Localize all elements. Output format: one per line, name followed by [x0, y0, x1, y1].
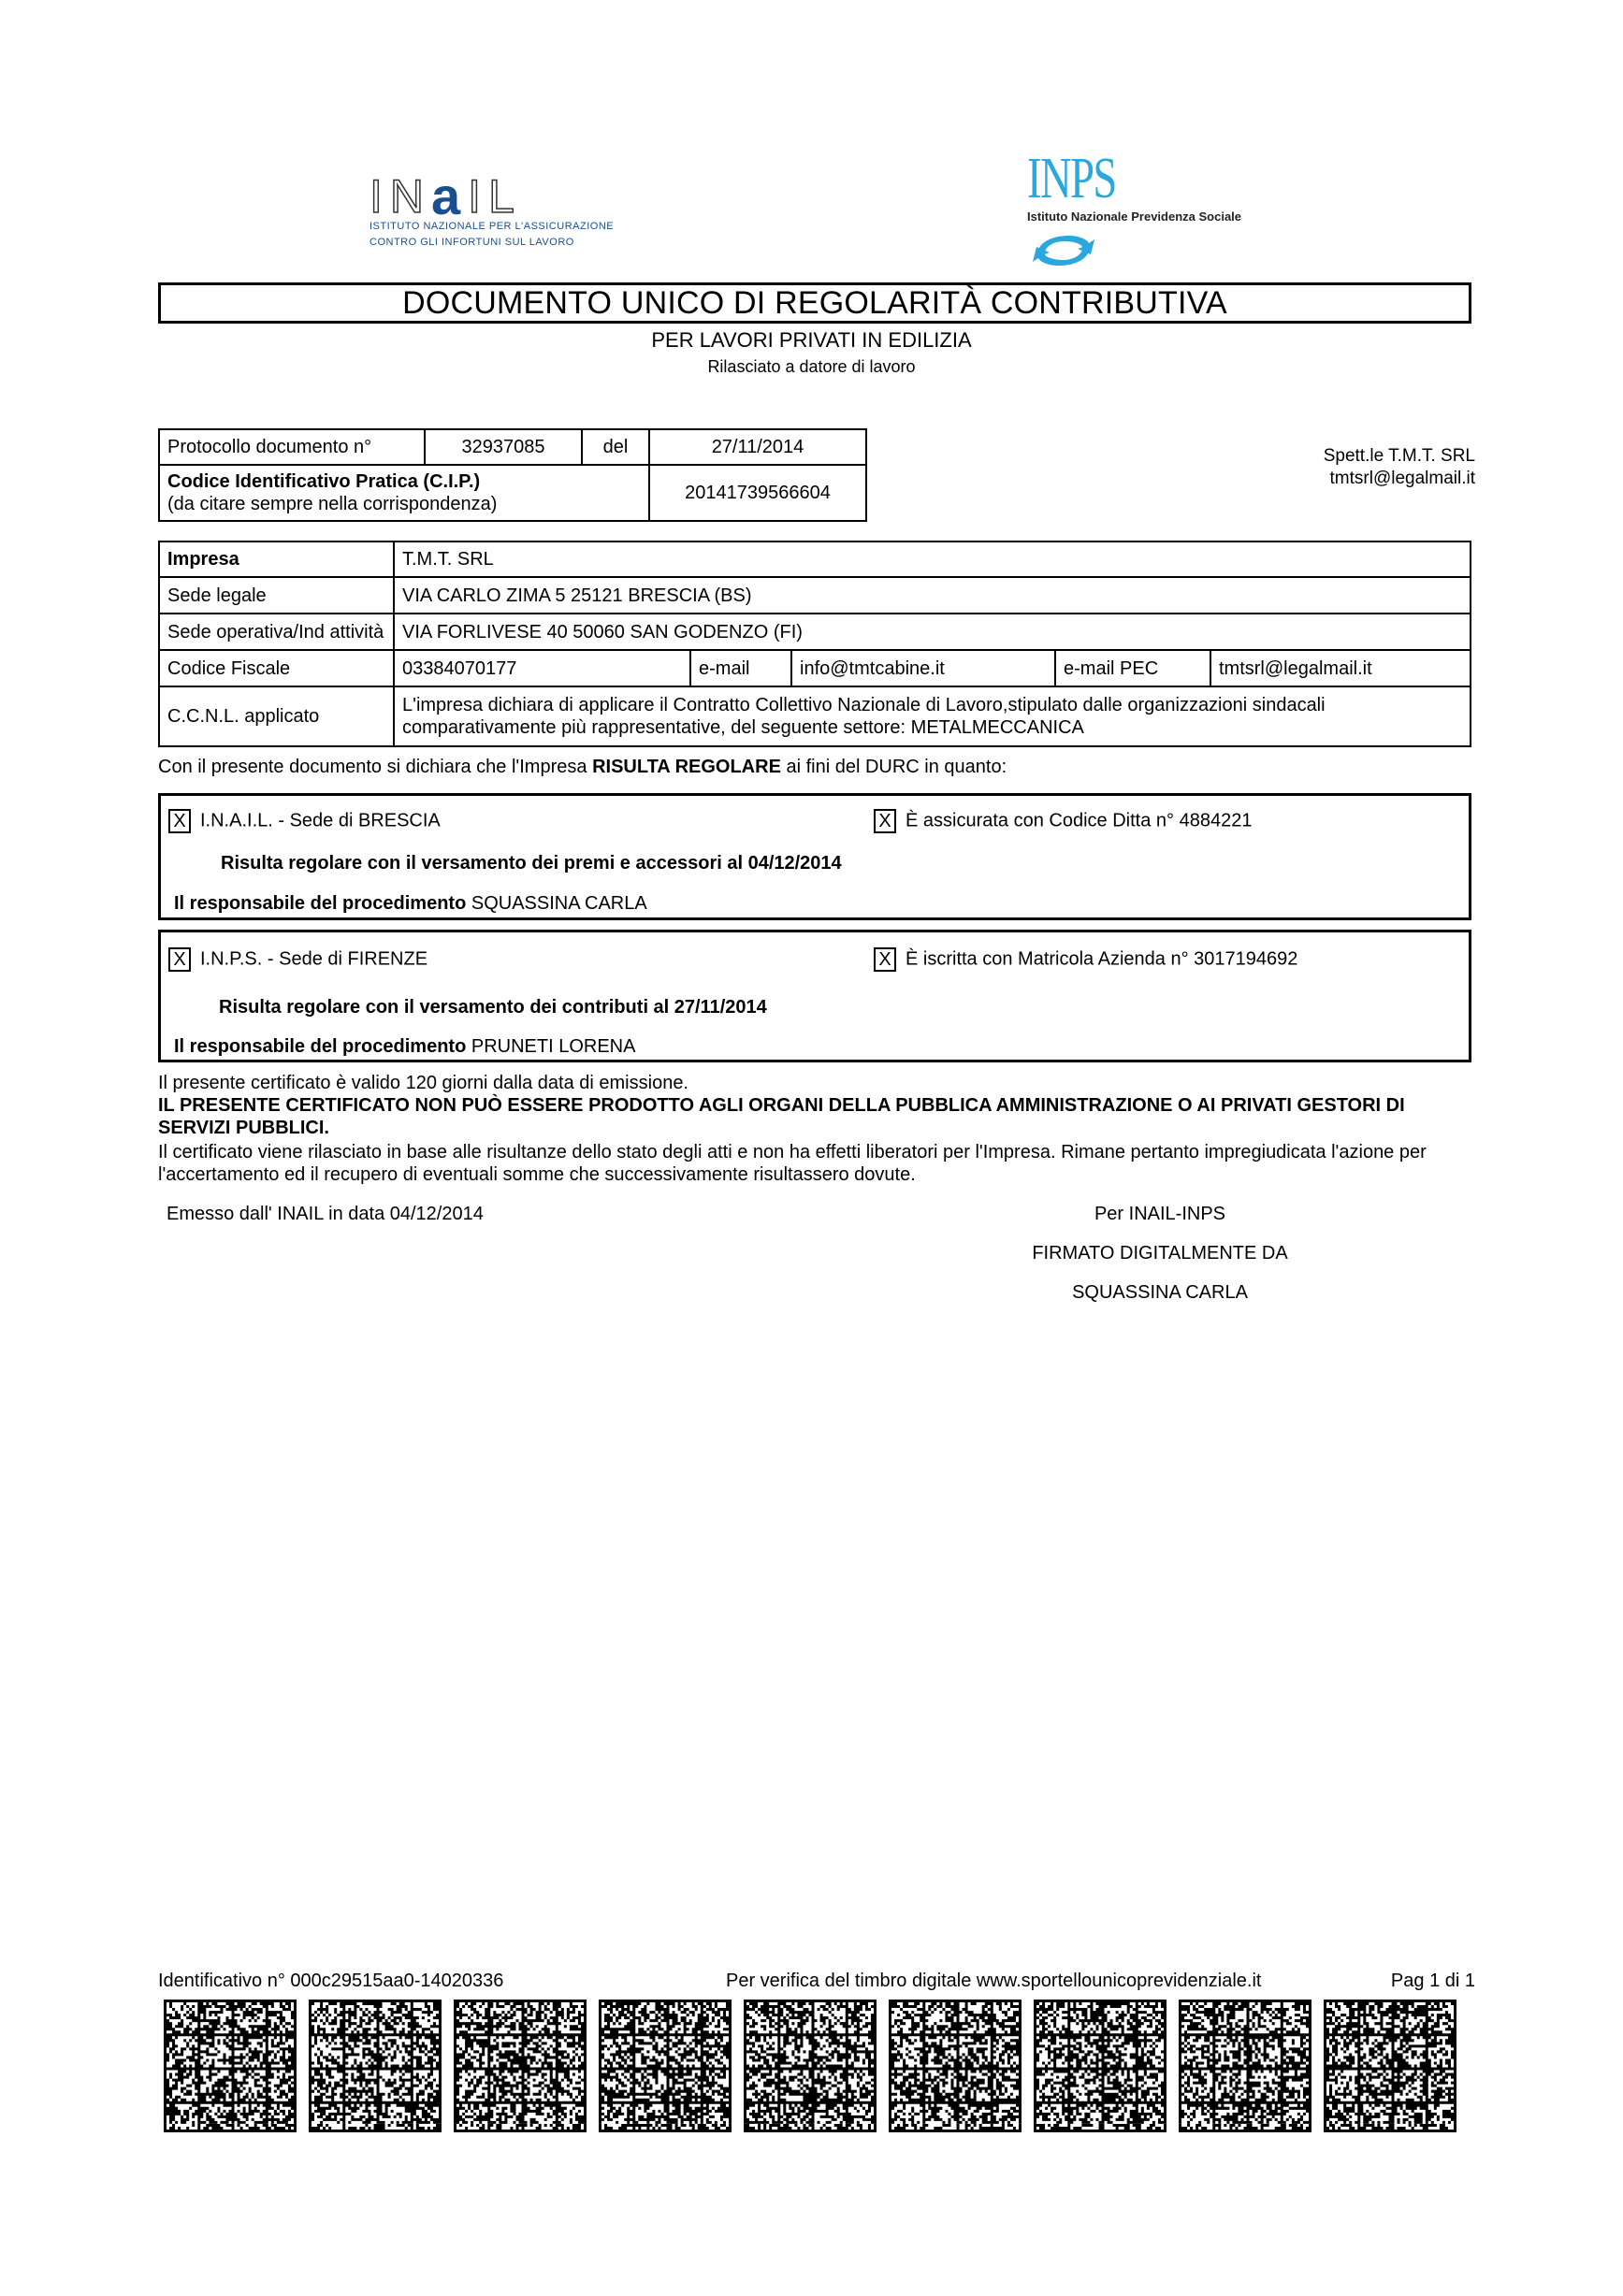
protocol-number: 32937085: [425, 429, 582, 465]
fiscal-code-label: Codice Fiscale: [159, 650, 394, 686]
ccnl-text-line2: comparativamente più rappresentative, del seguente settore: METALMECCANICA: [402, 717, 1084, 738]
barcode-block: [1324, 2000, 1456, 2132]
declaration: [158, 756, 1007, 778]
inail-logo: [370, 166, 622, 253]
recipient-email: tmtsrl@legalmail.it: [1329, 469, 1475, 488]
cip-note: (da citare sempre nella corrispondenza): [167, 494, 498, 514]
inps-checkbox[interactable]: X: [168, 947, 191, 972]
barcode-block: [309, 2000, 442, 2132]
inps-logo: [1027, 147, 1270, 281]
document-title-box: [158, 282, 1471, 324]
inail-subtitle-line1: ISTITUTO NAZIONALE PER L'ASSICURAZIONE: [370, 221, 615, 232]
inail-result: Risulta regolare con il versamento dei premi e accessori al 04/12/2014: [221, 853, 842, 874]
document-subtitle: PER LAVORI PRIVATI IN EDILIZIA: [651, 328, 972, 352]
inail-responsible: [174, 892, 647, 915]
cip-label: Codice Identificativo Pratica (C.I.P.): [167, 471, 481, 492]
cip-value: 20141739566604: [649, 465, 866, 521]
inps-code-checkbox[interactable]: X: [874, 947, 896, 972]
protocol-table: [158, 428, 867, 522]
email-value[interactable]: info@tmtcabine.it: [791, 650, 1055, 686]
protocol-date: 27/11/2014: [649, 429, 866, 465]
inps-result: Risulta regolare con il versamento dei contributi al 27/11/2014: [219, 997, 767, 1018]
declaration-suffix: ai fini del DURC in quanto:: [780, 757, 1007, 777]
company-row: [159, 542, 1471, 577]
recipient-name: Spett.le T.M.T. SRL: [1323, 446, 1475, 466]
email-label: e-mail: [690, 650, 791, 686]
barcode-block: [454, 2000, 587, 2132]
operational-address-label: Sede operativa/Ind attività: [159, 614, 394, 650]
inps-code-text: È iscritta con Matricola Azienda n° 3017194692: [906, 948, 1298, 970]
company-row: [159, 577, 1471, 614]
inps-office: [168, 947, 427, 972]
barcode-block: [889, 2000, 1022, 2132]
legal-address-label: Sede legale: [159, 577, 394, 614]
inail-subtitle-line2: CONTRO GLI INFORTUNI SUL LAVORO: [370, 237, 574, 248]
company-row: [159, 686, 1471, 746]
disclaimer-line2: l'accertamento ed il recupero di eventuali somme che successivamente risultassero dovute.: [158, 1164, 916, 1185]
inail-code-text: È assicurata con Codice Ditta n° 4884221: [906, 810, 1253, 831]
barcode-block: [599, 2000, 732, 2132]
inps-code: [874, 947, 1297, 972]
inail-office-text: I.N.A.I.L. - Sede di BRESCIA: [200, 810, 441, 831]
inps-responsible: [174, 1035, 635, 1058]
digital-stamp-barcodes: [164, 2000, 1464, 2132]
signature-for: Per INAIL-INPS: [1094, 1204, 1226, 1224]
ccnl-label: C.C.N.L. applicato: [159, 686, 394, 746]
inail-responsible-label: Il responsabile del procedimento: [174, 893, 467, 914]
company-label: Impresa: [159, 542, 394, 577]
issued-to: Rilasciato a datore di lavoro: [707, 357, 916, 376]
declaration-prefix: Con il presente documento si dichiara che l'Impresa: [158, 757, 593, 777]
barcode-block: [1179, 2000, 1311, 2132]
signature-signer: SQUASSINA CARLA: [1072, 1282, 1248, 1303]
barcode-block: [744, 2000, 877, 2132]
barcode-block: [1034, 2000, 1167, 2132]
barcode-block: [164, 2000, 297, 2132]
footer-identifier: Identificativo n° 000c29515aa0-14020336: [158, 1971, 504, 1991]
inps-responsible-name: PRUNETI LORENA: [466, 1036, 636, 1057]
company-row: [159, 650, 1471, 686]
protocol-date-label: del: [582, 429, 649, 465]
inps-office-text: I.N.P.S. - Sede di FIRENZE: [200, 948, 428, 970]
inail-office: [168, 809, 441, 833]
issued-date: Emesso dall' INAIL in data 04/12/2014: [167, 1204, 484, 1224]
inail-code: [874, 809, 1252, 833]
legal-address-value: VIA CARLO ZIMA 5 25121 BRESCIA (BS): [394, 577, 1471, 614]
inps-section: [158, 930, 1471, 1062]
pec-label: e-mail PEC: [1055, 650, 1210, 686]
validity-note: Il presente certificato è valido 120 giorni dalla data di emissione.: [158, 1073, 688, 1093]
disclaimer-line1: Il certificato viene rilasciato in base alle risultanze dello stato degli atti e non ha effetti liberatori per l'Impresa. Rimane pertanto impregiudicata l'azione per: [158, 1142, 1427, 1162]
inail-responsible-name: SQUASSINA CARLA: [466, 893, 647, 914]
warning-line2: SERVIZI PUBBLICI.: [158, 1118, 329, 1138]
company-row: [159, 614, 1471, 650]
inps-swirl-icon: [1031, 230, 1096, 271]
ccnl-text-line1: L'impresa dichiara di applicare il Contratto Collettivo Nazionale di Lavoro,stipulato dalle organizzazioni sindacali: [402, 695, 1326, 715]
company-table: [158, 541, 1471, 747]
fiscal-code-value: 03384070177: [394, 650, 690, 686]
operational-address-value: VIA FORLIVESE 40 50060 SAN GODENZO (FI): [394, 614, 1471, 650]
inps-subtitle: Istituto Nazionale Previdenza Sociale: [1027, 209, 1242, 224]
inps-responsible-label: Il responsabile del procedimento: [174, 1036, 467, 1057]
footer-page: Pag 1 di 1: [1390, 1971, 1475, 1991]
protocol-label: Protocollo documento n°: [159, 429, 425, 465]
inail-section: [158, 793, 1471, 920]
signature-signed: FIRMATO DIGITALMENTE DA: [1032, 1243, 1288, 1264]
declaration-status: RISULTA REGOLARE: [592, 757, 781, 777]
inps-wordmark: INPS: [1027, 147, 1116, 210]
inail-wordmark: I N a I L: [370, 166, 516, 225]
footer-verify[interactable]: Per verifica del timbro digitale www.sportellounicoprevidenziale.it: [726, 1971, 1262, 1991]
inail-code-checkbox[interactable]: X: [874, 809, 896, 833]
document-title: DOCUMENTO UNICO DI REGOLARITÀ CONTRIBUTIVA: [402, 284, 1227, 321]
company-value: T.M.T. SRL: [394, 542, 1471, 577]
warning-line1: IL PRESENTE CERTIFICATO NON PUÒ ESSERE PRODOTTO AGLI ORGANI DELLA PUBBLICA AMMINISTRAZIONE O AI PRIVATI GESTORI DI: [158, 1095, 1405, 1116]
pec-value[interactable]: tmtsrl@legalmail.it: [1210, 650, 1471, 686]
inail-checkbox[interactable]: X: [168, 809, 191, 833]
